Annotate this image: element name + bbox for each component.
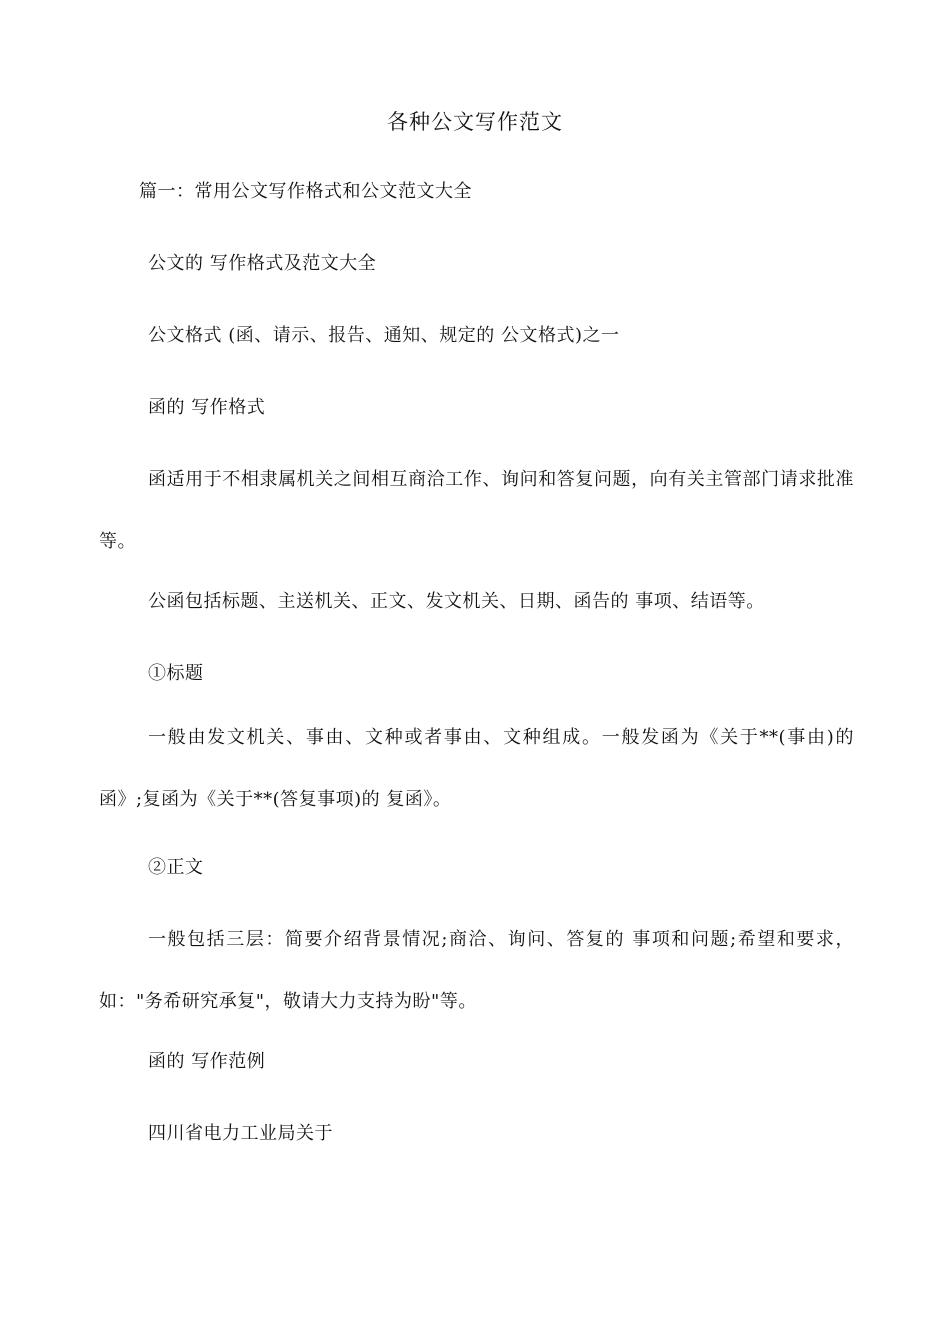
usage-paragraph: 函适用于不相隶属机关之间相互商洽工作、询问和答复问题，向有关主管部门请求批准等。: [99, 469, 854, 552]
item-title-label: ①标题: [148, 663, 204, 684]
item-body-label: ②正文: [148, 857, 204, 878]
format-line: 公文格式 (函、请示、报告、通知、规定的 公文格式)之一: [148, 325, 620, 346]
title-paragraph: 一般由发文机关、事由、文种或者事由、文种组成。一般发函为《关于**(事由)的 函》;复函为《关于**(答复事项)的 复函》。: [99, 727, 854, 810]
example-line: 四川省电力工业局关于: [148, 1123, 333, 1144]
section-heading: 函的 写作格式: [148, 397, 266, 418]
chapter-heading: 篇一：常用公文写作格式和公文范文大全: [139, 181, 472, 202]
components-paragraph: 公函包括标题、主送机关、正文、发文机关、日期、函告的 事项、结语等。: [148, 591, 765, 612]
body-paragraph: 一般包括三层：简要介绍背景情况;商洽、询问、答复的 事项和问题;希望和要求，如："务希研究承复"，敬请大力支持为盼"等。: [99, 929, 854, 1012]
subtitle-line: 公文的 写作格式及范文大全: [148, 253, 377, 274]
document-title: 各种公文写作范文: [387, 110, 563, 134]
example-heading: 函的 写作范例: [148, 1051, 266, 1072]
